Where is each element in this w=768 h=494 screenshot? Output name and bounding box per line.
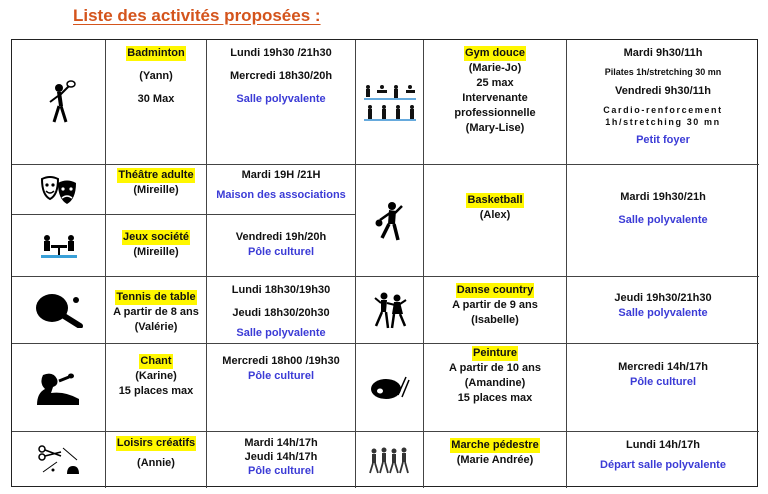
activity-time: Mercredi 14h/17h [618,361,708,373]
theatre-masks-icon [12,165,106,215]
activity-capacity: 15 places max [457,392,533,404]
activity-instructor: (Amandine) [464,377,526,389]
activity-place: Départ salle polyvalente [600,459,726,471]
activity-time: Vendredi 9h30/11h [615,85,711,97]
activity-instructor-name: (Mary-Lise) [465,122,525,134]
activity-time: Jeudi 18h30/20h30 [232,307,330,319]
activity-place: Pôle culturel [247,465,315,477]
activity-instructor-note: Intervenante professionnelle [454,92,536,119]
activity-name: Basketball [467,193,523,206]
activity-time: Lundi 18h30/19h30 [231,284,331,296]
page-title: Liste des activités proposées : [73,6,321,25]
activity-name: Danse country [456,284,534,296]
badminton-player-icon [12,40,106,165]
activity-name: Tennis de table [116,291,196,303]
basketball-player-icon [356,165,424,277]
activity-name: Jeux société [122,231,190,243]
board-game-players-icon [12,215,106,277]
singer-silhouette-icon [12,344,106,432]
activity-name: Badminton [127,47,185,59]
activity-instructor: (Mireille) [133,246,179,258]
activity-age: A partir de 10 ans [449,362,541,374]
activity-instructor: (Mireille) [133,184,179,196]
activity-name: Théâtre adulte [118,169,194,181]
ping-pong-paddle-icon [12,277,106,344]
paint-palette-icon [356,344,424,432]
activity-capacity: 25 max [476,77,514,89]
activity-place: Salle polyvalente [618,213,708,226]
activity-time: Mardi 19H /21H [241,169,321,181]
activity-name: Loisirs créatifs [116,437,196,449]
activity-name: Gym douce [465,47,525,59]
activity-time: Mardi 9h30/11h [623,47,703,59]
activity-place: Pôle culturel [629,376,697,388]
activity-place: Maison des associations [216,189,346,201]
activity-time: Jeudi 14h/17h [244,451,318,463]
activity-capacity: 15 places max [118,385,194,397]
activity-age: A partir de 9 ans [452,299,538,311]
activity-time: Lundi 19h30 /21h30 [230,47,332,59]
activity-capacity: 30 Max [137,93,175,105]
activity-instructor: (Annie) [137,457,175,469]
activity-time: Lundi 14h/17h [626,439,700,451]
activity-instructor: (Valérie) [134,321,178,333]
activity-note: 1h/stretching 30 mn [605,117,721,127]
activity-age: A partir de 8 ans [113,306,199,318]
activity-place: Salle polyvalente [236,327,326,339]
activity-name: Marche pédestre [451,439,539,451]
activity-place: Pôle culturel [247,246,315,258]
scissors-sewing-icon [12,432,106,488]
activity-place: Salle polyvalente [236,93,326,105]
activity-instructor: (Isabelle) [471,314,519,326]
activity-place: Pôle culturel [247,370,315,382]
activity-place: Salle polyvalente [618,307,708,319]
activity-instructor: (Marie-Jo) [468,62,522,74]
activity-instructor: (Yann) [139,70,173,82]
gym-exercises-icon [356,40,424,165]
hikers-group-icon [356,432,424,488]
activity-name: Chant [140,355,172,367]
activity-time: Vendredi 19h/20h [235,231,327,243]
country-dancers-icon [356,277,424,344]
activities-table [11,39,758,487]
activity-time: Mardi 14h/17h [244,437,318,449]
activity-time: Mardi 19h30/21h [620,190,706,203]
activity-note: Pilates 1h/stretching 30 mn [604,67,722,77]
activity-time: Mercredi 18h00 /19h30 [222,355,340,367]
activity-instructor: (Karine) [135,370,177,382]
activity-instructor: (Marie Andrée) [456,454,534,466]
activity-note: Cardio-renforcement [603,105,723,115]
activity-time: Mercredi 18h30/20h [229,70,333,82]
activity-instructor: (Alex) [479,208,511,221]
activity-name: Peinture [472,347,517,359]
activity-place: Petit foyer [636,134,690,146]
activity-time: Jeudi 19h30/21h30 [614,292,712,304]
